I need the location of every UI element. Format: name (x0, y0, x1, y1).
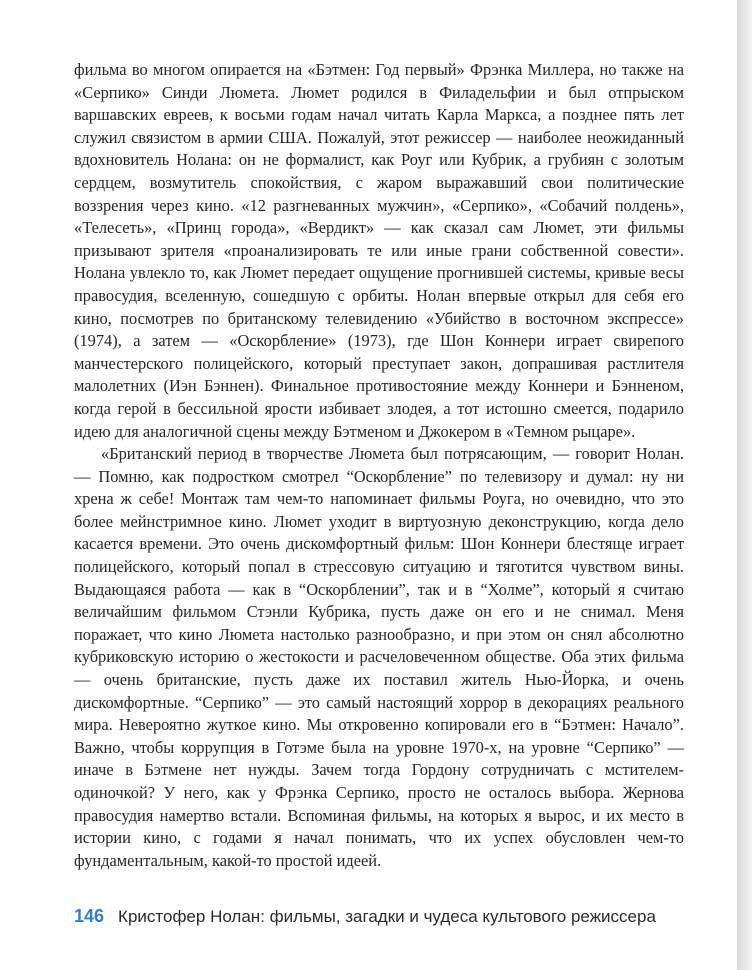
running-title: Кристофер Нолан: фильмы, загадки и чудеса культового режиссера (118, 907, 656, 926)
page-number: 146 (74, 906, 105, 926)
body-text (74, 59, 684, 872)
page-edge-shadow (737, 0, 752, 970)
page-footer (74, 905, 714, 928)
paragraph-1: фильма во многом опирается на «Бэтмен: Год первый» Фрэнка Миллера, но также на «Серпико» Синди Люмета. Люмет родился в Филадельфии и был отпрыском варшавских евреев, к восьми годам начал читать Карла Маркса, а позднее пять лет служил связистом в армии США. Пожалуй, этот режиссер — наиболее неожиданный вдохновитель Нолана: он не формалист, как Роуг или Кубрик, а грубиян с золотым сердцем, возмутитель спокойствия, с жаром выражавший свои политические воззрения через кино. «12 разгневанных мужчин», «Серпико», «Собачий полдень», «Телесеть», «Принц города», «Вердикт» — как сказал сам Люмет, эти фильмы призывают зрителя «проанализировать те или иные грани собственной совести». Нолана увлекло то, как Люмет передает ощущение прогнившей системы, кривые весы правосудия, вселенную, сошедшую с орбиты. Нолан впервые открыл для себя его кино, посмотрев по британскому телевидению «Убийство в восточном экспрессе» (1974), а затем — «Оскорбление» (1973), где Шон Коннери играет свирепого манчестерского полицейского, который преступает закон, допрашивая растлителя малолетних (Иэн Бэннен). Финальное противостояние между Коннери и Бэнненом, когда герой в бессильной ярости избивает злодея, а тот истошно смеется, подарило идею для аналогичной сцены между Бэтменом и Джокером в «Темном рыцаре». (74, 60, 684, 441)
paragraph-2: «Британский период в творчестве Люмета был потрясающим, — говорит Нолан. — Помню, как подростком смотрел “Оскорбление” по телевизору и думал: ну ни хрена ж себе! Монтаж там чем-то напоминает фильмы Роуга, но очевидно, что это более мейнстримное кино. Люмет уходит в виртуозную деконструкцию, когда дело касается времени. Это очень дискомфортный фильм: Шон Коннери блестяще играет полицейского, который попал в стрессовую ситуацию и тяготится чувством вины. Выдающаяся работа — как в “Оскорблении”, так и в “Холме”, который я считаю величайшим фильмом Стэнли Кубрика, пусть даже он его и не снимал. Меня поражает, что кино Люмета настолько разнообразно, и при этом он снял абсолютно кубриковскую историю о жестокости и расчеловеченном обществе. Оба этих фильма — очень британские, пусть даже их поставил житель Нью-Йорка, и очень дискомфортные. “Серпико” — это самый настоящий хоррор в декорациях реального мира. Невероятно жуткое кино. Мы откровенно копировали его в “Бэтмен: Начало”. Важно, чтобы коррупция в Готэме была на уровне 1970-х, на уровне “Серпико” — иначе в Бэтмене нет нужды. Зачем тогда Гордону сотрудничать с мстителем-одиночкой? У него, как у Фрэнка Серпико, просто не осталось выбора. Жернова правосудия намертво встали. Вспоминая фильмы, на которых я вырос, и их место в истории кино, с годами я начал понимать, что их успех обусловлен чем-то фундаментальным, какой-то простой идеей. (74, 444, 684, 870)
